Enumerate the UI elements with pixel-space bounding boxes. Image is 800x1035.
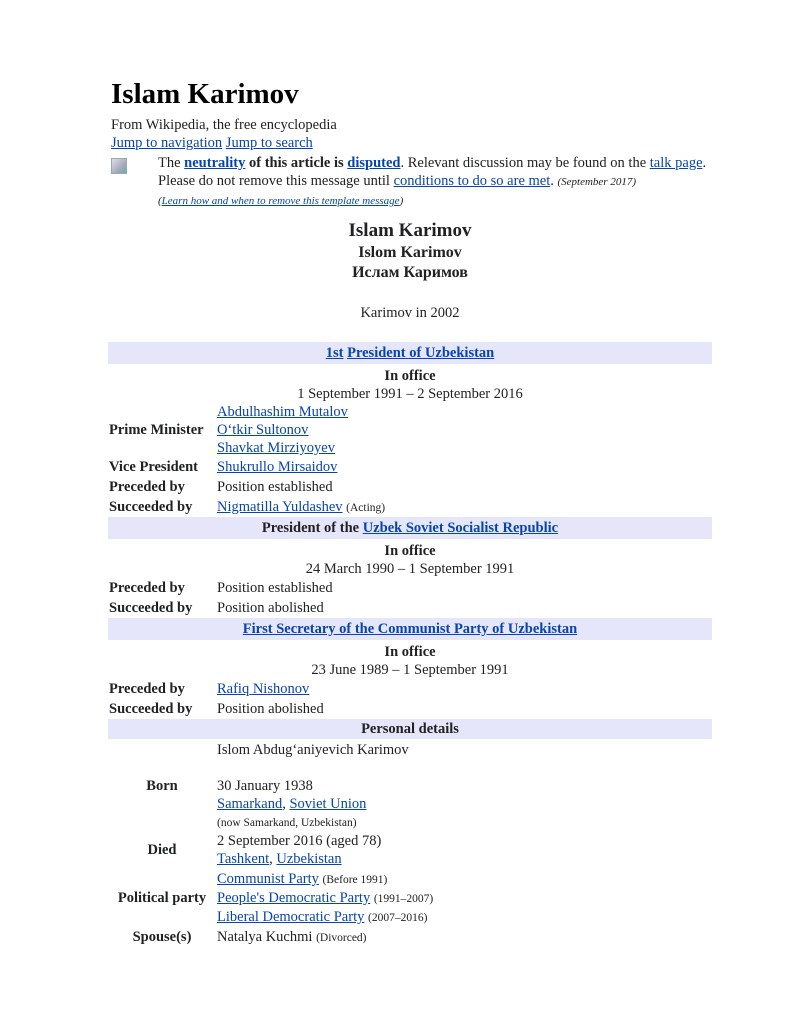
preceded-by-value: Position established [217,479,333,495]
term-dates: 23 June 1989 – 1 September 1991 [311,662,509,678]
paren: ( [158,195,162,207]
succeeded-by-label: Succeeded by [109,701,193,717]
birth-country-link[interactable]: Soviet Union [289,796,367,812]
first-secretary-link[interactable]: First Secretary of the Communist Party of Uzbekistan [242,621,578,637]
learn-wrapper [158,195,403,207]
died-label: Died [147,842,177,858]
neutrality-notice [111,154,721,210]
succeeded-by-label: Succeeded by [109,499,193,515]
preceded-by-link[interactable]: Rafiq Nishonov [217,681,310,697]
succeeded-by-link[interactable]: Nigmatilla Yuldashev [217,498,343,515]
in-office-label: In office [384,368,436,384]
article-header [111,76,721,210]
infobox [108,217,712,947]
broken-image-icon [111,158,127,174]
political-party-label: Political party [117,889,207,906]
born-value [216,739,712,832]
infobox-table [108,342,712,947]
vice-president-label: Vice President [109,459,198,475]
tagline: From Wikipedia, the free encyclopedia [111,117,337,133]
infobox-name: Islam Karimov [348,220,472,241]
preceded-by-label: Preceded by [109,479,185,495]
header-prefix: President of the [261,520,363,536]
pm-link[interactable]: Shavkat Mirziyoyev [217,440,335,456]
spouse-value: Natalya Kuchmi [217,928,313,945]
prime-minister-list [216,403,712,457]
personal-details-header: Personal details [108,719,712,739]
spouse-label: Spouse(s) [132,929,192,945]
party-link[interactable]: Communist Party [217,871,319,887]
conditions-link[interactable]: conditions to do so are met [393,173,551,189]
office-header-ussr [108,517,712,539]
death-date: 2 September 2016 (aged 78) [217,833,382,849]
party-link[interactable]: Liberal Democratic Party [217,909,365,925]
notice-text: of this article is [245,155,348,171]
office-header-president [108,342,712,364]
ordinal-link[interactable]: 1st [325,345,344,361]
succeeded-by-value: Position abolished [217,600,324,616]
notice-date: (September 2017) [557,176,637,188]
death-country-link[interactable]: Uzbekistan [276,851,342,867]
vice-president-link[interactable]: Shukrullo Mirsaidov [217,459,338,475]
separator: , [282,796,290,812]
notice-text: . Relevant discussion may be found on the [400,155,650,171]
prime-minister-label: Prime Minister [109,422,204,438]
acting-note: (Acting) [346,501,386,514]
pm-link[interactable]: O‘tkir Sultonov [217,422,309,438]
infobox-name-uz: Islom Karimov [358,244,462,261]
jump-links [111,134,721,152]
president-of-uzbekistan-link[interactable]: President of Uzbekistan [347,345,495,361]
neutrality-link[interactable]: neutrality [184,155,246,171]
party-note: (Before 1991) [322,874,388,886]
notice-text: . Please do not remove this message until [158,155,707,189]
succeeded-by-value: Position abolished [217,701,324,717]
infobox-name-ru: Ислам Каримов [352,264,468,281]
term-dates: 1 September 1991 – 2 September 2016 [297,386,523,402]
jump-to-search-link[interactable]: Jump to search [225,135,313,151]
disputed-link[interactable]: disputed [347,155,401,171]
born-label: Born [146,777,178,794]
in-office-label: In office [384,543,436,559]
birth-city-link[interactable]: Samarkand [217,796,283,812]
party-list [216,868,712,927]
term-dates: 24 March 1990 – 1 September 1991 [305,561,515,577]
paren: ) [399,195,404,207]
spouse-note: (Divorced) [316,931,367,944]
birth-date: 30 January 1938 [217,778,313,794]
page-title: Islam Karimov [111,78,299,110]
uzbek-ssr-link[interactable]: Uzbek Soviet Socialist Republic [362,520,559,536]
pm-link[interactable]: Abdulhashim Mutalov [217,404,348,420]
notice-text: The [158,155,185,171]
separator: , [269,851,277,867]
learn-remove-link[interactable]: Learn how and when to remove this template message [161,195,400,207]
office-header-communist-party [108,618,712,640]
birth-now-note: (now Samarkand, Uzbekistan) [217,817,357,829]
preceded-by-label: Preceded by [109,681,185,697]
party-note: (2007–2016) [367,912,428,924]
preceded-by-label: Preceded by [109,580,185,596]
succeeded-by-label: Succeeded by [109,600,193,616]
image-caption: Karimov in 2002 [360,305,460,321]
talk-page-link[interactable]: talk page [649,155,703,171]
party-link[interactable]: People's Democratic Party [217,890,371,906]
party-note: (1991–2007) [373,893,434,905]
jump-to-navigation-link[interactable]: Jump to navigation [111,135,223,151]
death-city-link[interactable]: Tashkent [217,851,270,867]
preceded-by-value: Position established [217,580,333,596]
notice-text: . [550,173,558,189]
in-office-label: In office [384,644,436,660]
died-value [216,832,712,868]
birth-name: Islom Abdug‘aniyevich Karimov [217,742,409,758]
